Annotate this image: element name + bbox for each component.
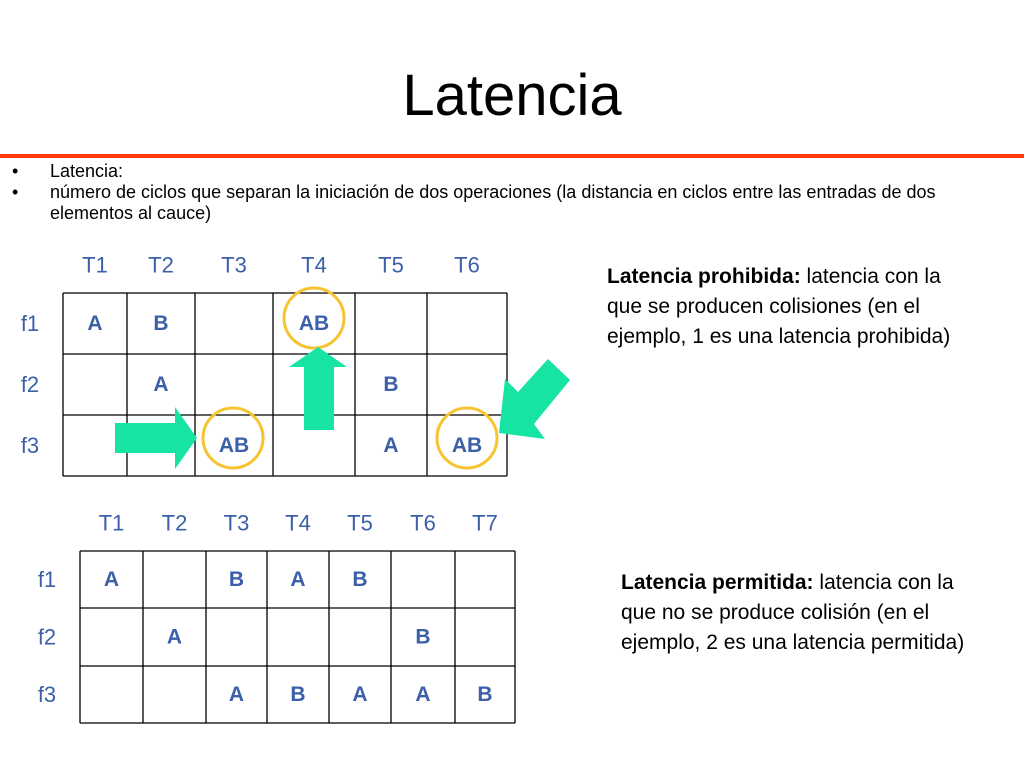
cell-value: A [352,683,368,706]
prohibida-term: Latencia prohibida: [607,265,801,288]
column-header: T1 [98,510,125,536]
bullet-dot: • [12,161,19,181]
cell-value: A [415,683,431,706]
cell-value: AB [218,434,250,457]
column-header: T4 [301,252,327,278]
arrow-down-left-icon [499,359,570,439]
row-label: f3 [37,682,57,707]
cell-value: B [153,312,169,335]
column-header: T6 [410,510,436,536]
arrows [115,347,570,469]
cell-value: A [87,312,103,335]
slide-title: Latencia [402,63,622,128]
cell-value: A [383,434,399,457]
bullet-item [10,161,1010,182]
prohibida-text: latencia con la que se producen colisiones (en el ejemplo, 1 es una latencia prohibida) [607,265,951,348]
column-header: T1 [82,252,108,278]
cell-value: A [103,568,120,591]
bullet-text: número de ciclos que separan la iniciación de dos operaciones (la distancia en ciclos entre las entradas de dos elementos al cauce) [50,182,936,223]
permitida-term: Latencia permitida: [621,571,814,594]
cell-value: A [228,683,245,706]
row-label: f2 [20,372,40,397]
column-header: T6 [454,252,480,278]
permitida-text: latencia con la que no se produce colisión (en el ejemplo, 2 es una latencia permitida) [621,571,965,654]
cell-value: B [290,683,306,706]
row-label: f3 [20,433,40,458]
column-header: T5 [378,252,404,278]
prohibida-definition [607,262,967,352]
reservation-table-2 [38,511,515,724]
cell-value: B [383,373,399,396]
cell-value: AB [451,434,483,457]
arrow-up-icon [289,347,347,430]
column-header: T2 [161,510,188,536]
title-divider [0,154,1024,158]
cell-value: AB [298,312,330,335]
cell-value: B [352,568,368,591]
column-header: T5 [347,510,373,536]
cell-value: B [477,683,493,706]
cell-value: A [166,625,183,649]
bullet-list [10,161,1010,224]
cell-value: A [153,373,169,396]
cell-value: B [228,568,245,591]
cell-value: A [290,568,306,591]
cell-value: B [415,625,431,649]
row-label: f1 [37,567,57,592]
row-label: f2 [37,624,57,650]
column-header: T4 [285,510,311,536]
bullet-dot: • [12,182,19,202]
row-label: f1 [20,311,40,336]
pipeline-diagrams [0,240,600,740]
column-header: T7 [472,510,498,536]
reservation-table-1 [21,253,507,477]
permitida-definition [621,568,991,658]
column-header: T3 [223,510,250,536]
bullet-text: Latencia: [50,161,124,181]
column-header: T2 [148,252,174,278]
column-header: T3 [221,252,247,278]
bullet-item [10,182,1010,224]
